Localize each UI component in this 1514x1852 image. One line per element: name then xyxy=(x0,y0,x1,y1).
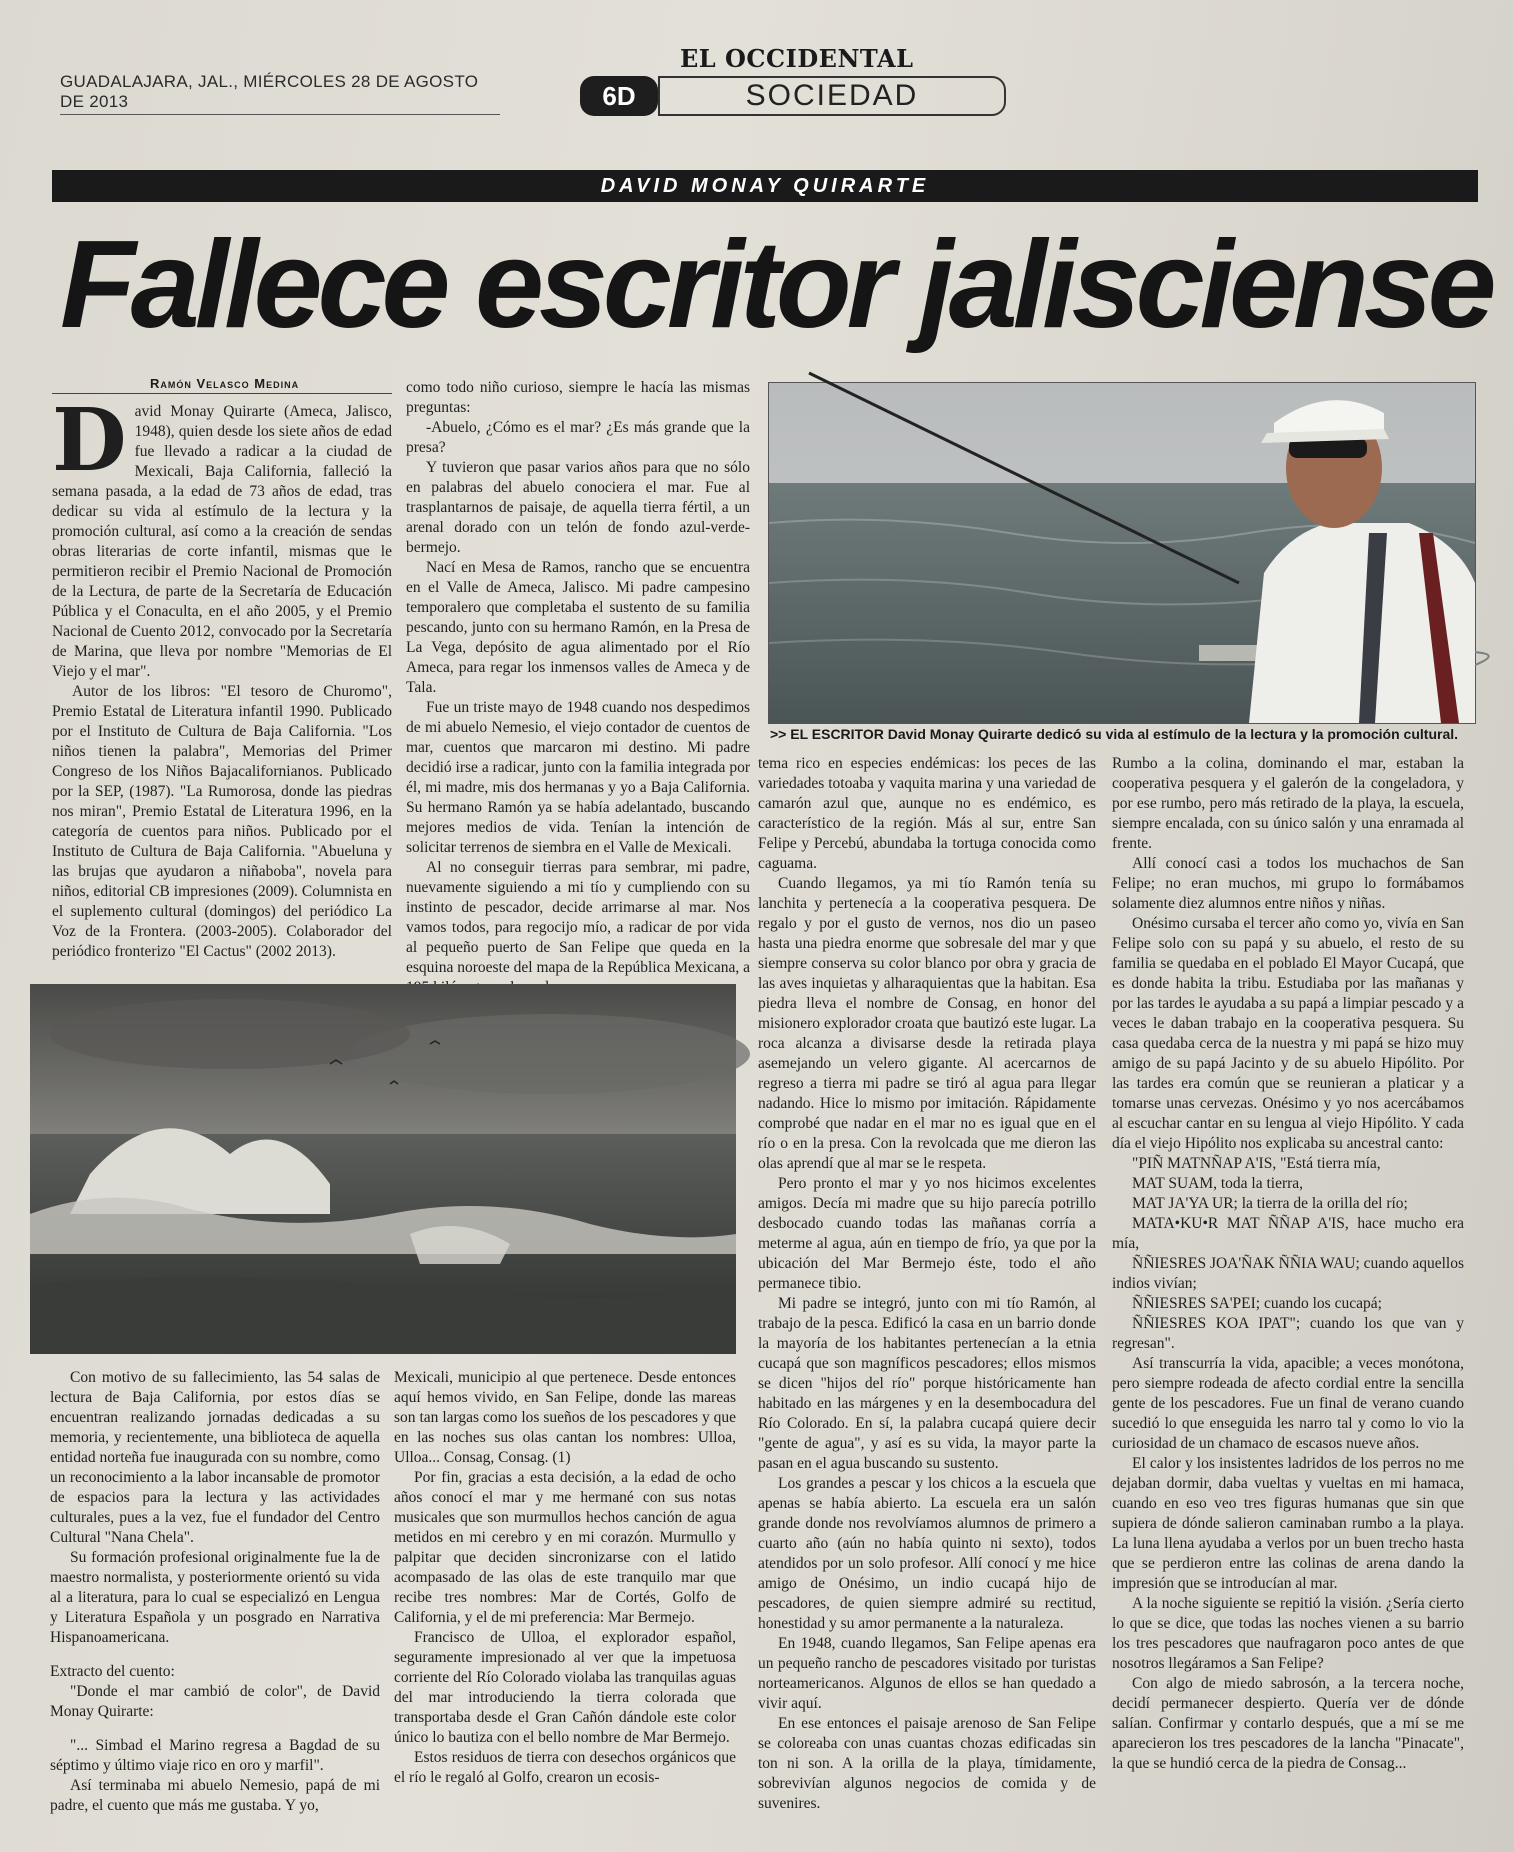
song-line: MAT JA'YA UR; la tierra de la orilla del río; xyxy=(1132,1195,1408,1212)
paragraph: Con algo de miedo sabrosón, a la tercera noche, decidí permanecer despierto. Quería ver de dónde salían. Confirmar y contarlo después, que a mí se me aparecieron los tres pescadores de la lancha "Pinacate", la que se hundió cerca de la piedra de Consag... xyxy=(1112,1675,1464,1772)
paragraph: Mexicali, municipio al que pertenece. Desde entonces aquí hemos vivido, en San Felipe, donde las mareas son tan largas como los sueños de los pescadores y que en las noches sus olas cantan los nombres: Ulloa, Ulloa... Consag, Consag. (1) xyxy=(394,1369,736,1466)
paragraph: Al no conseguir tierras para sembrar, mi padre, nuevamente siguiendo a mi tío y cumpliendo con su instinto de pescador, decide arrimarse al mar. Nos vamos todos, para regocijo mío, a radicar de por vida al pequeño puerto de San Felipe que queda en la esquina noroeste del mapa de la República Mexicana, a xyxy=(406,859,750,976)
article-column-2-bottom xyxy=(394,1368,736,1844)
paragraph: Su formación profesional originalmente fue la de maestro normalista, y posteriormente orientó su vida al a literatura, para lo cual se especializó en Lengua y Literatura Española y un posgrado en Narrativa Hispanoamericana. xyxy=(50,1549,380,1646)
paragraph: Mi padre se integró, junto con mi tío Ramón, al trabajo de la pesca. Edificó la casa en un barrio donde la mayoría de los habitantes pertenecían a la etnia cucapá que son magníficos pescadores; ellos mismos se dicen "hijos del río" porque históricamente han habitado en las márgenes y en la desembocadura del Río Colorado. En sí, la palabra cucapá quiere decir "gente de agua", y así es su vida, la mayor parte la pasan en el agua buscando su sustento. xyxy=(758,1295,1096,1472)
paragraph: Francisco de Ulloa, el explorador español, seguramente impresionado al ver que la impetuosa corriente del Río Colorado violaba las tranquilas aguas del mar introduciendo la tierra colorada que transportaba desde el Gran Cañón dándole este color único lo bautiza con el bello nombre de Mar Bermejo. xyxy=(394,1629,736,1746)
song-line: MAT SUAM, toda la tierra, xyxy=(1132,1175,1304,1192)
page-number-badge: 6D xyxy=(580,76,658,116)
paragraph: Extracto del cuento: xyxy=(50,1663,175,1680)
article-column-3 xyxy=(758,754,1096,1844)
paragraph: Con motivo de su fallecimiento, las 54 salas de lectura de Baja California, por estos días se encuentran realizando jornadas dedicadas a su memoria, y recientemente, una biblioteca de aquella entidad norteña fue inaugurada con su nombre, como un reconocimiento a la labor incansable de promotor de espacios para la lectura y las actividades culturales, pues a la vez, fue el fundador del Centro Cultural "Nana Chela". xyxy=(50,1369,380,1546)
paragraph: Así terminaba mi abuelo Nemesio, papá de mi padre, el cuento que más me gustaba. Y yo, xyxy=(50,1777,380,1814)
paragraph: tema rico en especies endémicas: los peces de las variedades totoaba y vaquita marina y una variedad de camarón azul que, aunque no es endémico, es característico de la región. Más al sur, entre San Felipe y Percebú, abundaba la tortuga conocida como caguama. xyxy=(758,755,1096,872)
writer-photo xyxy=(768,382,1476,724)
song-line: ÑÑIESRES JOA'ÑAK ÑÑIA WAU; cuando aquellos indios vivían; xyxy=(1112,1255,1464,1292)
paper-name: EL OCCIDENTAL xyxy=(680,44,914,73)
paragraph: En ese entonces el paisaje arenoso de San Felipe se coloreaba con unas cuantas chozas edificadas sin ton ni son. A la orilla de la playa, tímidamente, sobrevivían algunos negocios de comida y de suvenires. xyxy=(758,1715,1096,1812)
paragraph: Allí conocí casi a todos los muchachos de San Felipe; no eran muchos, mi grupo lo formábamos solamente diez alumnos entre niños y niñas. xyxy=(1112,855,1464,912)
paragraph: En 1948, cuando llegamos, San Felipe apenas era un pequeño rancho de pescadores visitado por turistas norteamericanos. Algunos de ellos se han quedado a vivir aquí. xyxy=(758,1635,1096,1712)
song-line: ÑÑIESRES SA'PEI; cuando los cucapá; xyxy=(1132,1295,1382,1312)
article-column-4 xyxy=(1112,754,1464,1844)
seascape-painting xyxy=(30,984,736,1354)
paragraph: "Donde el mar cambió de color", de David Monay Quirarte: xyxy=(50,1683,380,1720)
paragraph: avid Monay Quirarte (Ameca, Jalisco, 1948), quien desde los siete años de edad fue llevado a radicar a la ciudad de Mexicali, Baja California, falleció la semana pasada, a la edad de 73 años de edad, tras dedicar su vida al estímulo de la lectura y la promoción cultural, así como a la creación de sendas obras literarias de corte infantil, mismas que le permitieron recibir el Premio Nacional de Promoción de la Lectura, de parte de la Secretaría de Educación Pública y el Conaculta, en el año 2005, y el Premio Nacional de Cuento 2012, convocado por la Secretaría de Marina, que lleva por nombre "Memorias de El Viejo y el mar". xyxy=(52,403,392,680)
dateline: GUADALAJARA, JAL., MIÉRCOLES 28 DE AGOSTO DE 2013 xyxy=(60,72,500,115)
writer-photo-image xyxy=(769,383,1475,723)
paragraph: Autor de los libros: "El tesoro de Churomo", Premio Estatal de Literatura infantil 1990. Publicado por el Instituto de Cultura de Baja California. "Los niños tienen la palabra", Memorias del Primer Congreso de los Niños Bajacalifornianos. Publicado por la SEP, (1987). "La Rumorosa, donde las piedras nos miran", Premio Estatal de Literatura 1996, en la categoría de cuentos para niños. Publicado por el Instituto de Cultura de Baja California. "Abueluna y las brujas que ayudaron a niñaboba", novela para niños, editorial CB impresiones (2009). Columnista en el suplemento cultural (domingos) del periódico La Voz de la Frontera. (2003-2005). Colaborador del periódico fronterizo "El Cactus" (2002 2013). xyxy=(52,683,392,960)
song-line: MATA•KU•R MAT ÑÑAP A'IS, hace mucho era mía, xyxy=(1112,1215,1464,1252)
article-column-2 xyxy=(406,378,750,980)
paragraph: Y tuvieron que pasar varios años para que no sólo en palabras del abuelo conociera el mar. Fue al trasplantarnos de paisaje, de aquella tierra fértil, a un arenal dorado con un telón de fondo azul-verde-bermejo. xyxy=(406,459,750,556)
paragraph: Rumbo a la colina, dominando el mar, estaban la cooperativa pesquera y el galerón de la congeladora, y por ese rumbo, pero más retirado de la playa, la escuela, siempre encalada, con su único salón y una enramada al frente. xyxy=(1112,755,1464,852)
author-name: Ramón Velasco Medina xyxy=(150,376,300,391)
paragraph: -Abuelo, ¿Cómo es el mar? ¿Es más grande que la presa? xyxy=(406,419,750,456)
byline-bar: DAVID MONAY QUIRARTE xyxy=(52,170,1478,202)
paragraph: "... Simbad el Marino regresa a Bagdad de su séptimo y último viaje rico en oro y marfil". xyxy=(50,1737,380,1774)
paragraph: Nací en Mesa de Ramos, rancho que se encuentra en el Valle de Ameca, Jalisco. Mi padre campesino temporalero que completaba el sustento de su familia pescando, junto con su hermano Ramón, en la Presa de La Vega, depósito de agua alimentado por el Río Ameca, para regar los inmensos valles de Ameca y de Tala. xyxy=(406,559,750,696)
photo-caption: >> EL ESCRITOR David Monay Quirarte dedicó su vida al estímulo de la lectura y la promoción cultural. xyxy=(770,726,1459,742)
paragraph: Por fin, gracias a esta decisión, a la edad de ocho años conocí el mar y me hermané con sus notas musicales que son murmullos hechos canción de agua metidos en mi cerebro y en mi corazón. Murmullo y palpitar que deciden sincronizarse con el latido acompasado de las olas de este tranquilo mar que recibe tres nombres: Mar de Cortés, Golfo de California, y el de mi preferencia: Mar Bermejo. xyxy=(394,1469,736,1626)
paragraph: como todo niño curioso, siempre le hacía las mismas preguntas: xyxy=(406,379,750,416)
article-column-1-bottom xyxy=(50,1368,380,1844)
paragraph: Así transcurría la vida, apacible; a veces monótona, pero siempre rodeada de afecto cordial entre la sencilla gente de los pescadores. Fue un final de verano cuando sucedió lo que enseguida les narro tal y como lo vio la curiosidad de un chamaco de escasos nueve años. xyxy=(1112,1355,1464,1452)
masthead xyxy=(60,40,1480,120)
paragraph: El calor y los insistentes ladridos de los perros no me dejaban dormir, daba vueltas y vueltas en mi hamaca, cuando en eso veo tres figuras humanas que sin que supiera de dónde salieron caminaban rumbo a la playa. La luna llena ayudaba a verlos por un buen trecho hasta que se perdieron entre las colinas de arena dando la impresión que se introducían al mar. xyxy=(1112,1455,1464,1592)
song-line: ÑÑIESRES KOA IPAT"; cuando los que van y regresan". xyxy=(1112,1315,1464,1352)
drop-cap: D xyxy=(52,390,127,491)
paragraph: A la noche siguiente se repitió la visión. ¿Sería cierto lo que se dice, que todas las noches vienen a su barrio los tres pescadores que naufragaron poco antes de que nosotros llegáramos a San Felipe? xyxy=(1112,1595,1464,1672)
paragraph: Estos residuos de tierra con desechos orgánicos que el río le regaló al Golfo, crearon un ecosis- xyxy=(394,1749,736,1786)
section-title: SOCIEDAD xyxy=(658,76,1006,116)
paragraph: Onésimo cursaba el tercer año como yo, vivía en San Felipe solo con su papá y su abuelo, el resto de su familia se quedaba en el poblado El Mayor Cucapá, que es donde habita la tribu. Estudiaba por las mañanas y por las tardes le ayudaba a su papá a limpiar pescado y a veces le daban trabajo en la cooperativa pesquera. Su casa quedaba cerca de la nuestra y mi papá se hizo muy amigo de su papá Jacinto y de su abuelo Hipólito. Por las tardes era común que se reunieran a platicar y a tomarse unas cervezas. Onésimo y yo nos acercábamos al escuchar cantar en su lengua al viejo Hipólito. Y cada día el viejo Hipólito nos explicaba su ancestral canto: xyxy=(1112,915,1464,1152)
article-column-1 xyxy=(52,390,392,980)
paragraph: Cuando llegamos, ya mi tío Ramón tenía su lanchita y pertenecía a la cooperativa pesquera. De regalo y por el gusto de vernos, nos dio un paseo hasta una piedra enorme que sobresale del mar y que siempre conserva su color blanco por obra y gracia de las aves inquietas y alharaquientas que la habitan. Esa piedra lleva el nombre de Consag, en honor del misionero explorador croata que bautizó este lugar. La roca alcanza a divisarse desde la retirada playa asemejando un velero gigante. Al acercarnos de regreso a tierra mi padre se tiró al agua para llegar nadando. Hice lo mismo por imitación. Rápidamente comprobé que nadar en el mar no es igual que en el río o en la presa. Con la revolcada que me dieron las olas aprendí que al mar se le respeta. xyxy=(758,875,1096,1172)
paragraph: Fue un triste mayo de 1948 cuando nos despedimos de mi abuelo Nemesio, el viejo contador de cuentos de mar, cuentos que marcaron mi destino. Mi padre decidió irse a radicar, junto con la familia integrada por él, mi madre, mis dos hermanas y yo a Baja California. Su hermano Ramón ya se había adelantado, buscando mejores medios de vida. Tenían la intención de solicitar terrenos de siembra en el Valle de Mexicali. xyxy=(406,699,750,856)
seascape-painting-image xyxy=(30,984,736,1354)
headline: Fallece escritor jalisciense xyxy=(60,216,1492,354)
paragraph: Los grandes a pescar y los chicos a la escuela que apenas se había abierto. La escuela era un salón grande donde nos revolvíamos alumnos de primero a cuarto año (aún no había quinto ni sexto), todos atendidos por un solo profesor. Allí conocí y me hice amigo de Onésimo, un indio cucapá hijo de pescadores, de quien siempre admiré su rectitud, honestidad y su amor permanente a la naturaleza. xyxy=(758,1475,1096,1632)
paragraph: Pero pronto el mar y yo nos hicimos excelentes amigos. Decía mi madre que su hijo parecía potrillo desbocado cuando todas las mañanas corría a meterme al agua, aún en tiempo de frío, ya que por la ubicación del Mar Bermejo éste, todo el año permanece tibio. xyxy=(758,1175,1096,1292)
song-line: "PIÑ MATNÑAP A'IS, "Está tierra mía, xyxy=(1132,1155,1381,1172)
